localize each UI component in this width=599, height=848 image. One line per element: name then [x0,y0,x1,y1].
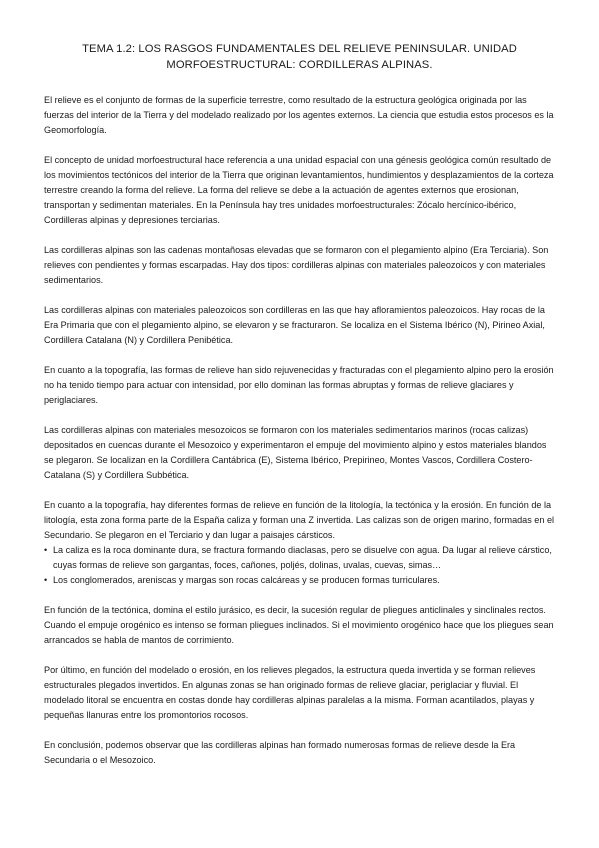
paragraph-tectonica: En función de la tectónica, domina el estilo jurásico, es decir, la sucesión regular de pliegues anticlinales y sinclinales rectos. Cuando el empuje orogénico es intenso se forman pliegues inclinados. Si el movimiento orogénico hace que los pliegues sean arrancados se habla de mantos de corrimiento. [44,605,554,645]
paragraph-unidad-morfoestructural: El concepto de unidad morfoestructural hace referencia a una unidad espacial con una génesis geológica común resultado de los movimientos tectónicos del interior de la Tierra que originan levantamientos, hundimientos y desplazamientos de la corteza terrestre creando la forma del relieve. La forma del relieve se debe a la actuación de agentes externos que erosionan, transportan y sedimentan materiales. En la Península hay tres unidades morfoestructurales: Zócalo hercínico-ibérico, Cordilleras alpinas y depresiones terciarias. [44,155,554,225]
title-line-2: MORFOESTRUCTURAL: CORDILLERAS ALPINAS. [166,59,433,71]
paragraph-modelado-erosion: Por último, en función del modelado o erosión, en los relieves plegados, la estructura queda invertida y se forman relieves estructurales plegados invertidos. En algunas zonas se han originado formas de relieve glaciar, periglaciar y fluvial. El modelado litoral se encuentra en costas donde hay cordilleras alpinas paralelas a la misma. Forman acantilados, playas y pequeñas llanuras entre los promontorios rocosos. [44,665,536,720]
paragraph-cordilleras-alpinas: Las cordilleras alpinas son las cadenas montañosas elevadas que se formaron con el plegamiento alpino (Era Terciaria). Son relieves con pendientes y formas escarpadas. Hay dos tipos: cordilleras alpinas con materiales paleozoicos y con materiales sedimentarios. [44,245,549,285]
title-line-1: TEMA 1.2: LOS RASGOS FUNDAMENTALES DEL RELIEVE PENINSULAR. UNIDAD [82,43,517,55]
paragraph-topografia-litologia: En cuanto a la topografía, hay diferentes formas de relieve en función de la litología, la tectónica y la erosión. En función de la litología, esta zona forma parte de la España caliza y forman una Z invertida. Las calizas son de origen marino, formadas en el Secundario. Se plegaron en el Terciario y dan lugar a paisajes cársticos. [44,500,555,540]
bullet-text-conglomerados: Los conglomerados, areniscas y margas son rocas calcáreas y se producen formas turriculares. [53,575,440,585]
list-item [44,573,555,588]
list-item [44,543,555,573]
paragraph-relieve: El relieve es el conjunto de formas de la superficie terrestre, como resultado de la estructura geológica originada por las fuerzas del interior de la Tierra y del modelado realizado por los agentes externos. La ciencia que estudia estos procesos es la Geomorfología. [44,95,554,135]
paragraph-conclusion: En conclusión, podemos observar que las cordilleras alpinas han formado numerosas formas de relieve desde la Era Secundaria o el Mesozoico. [44,740,516,765]
paragraph-topografia-paleozoicos: En cuanto a la topografía, las formas de relieve han sido rejuvenecidas y fracturadas con el plegamiento alpino pero la erosión no ha tenido tiempo para actuar con intensidad, por ello dominan las formas abruptas y formas de relieve glaciares y periglaciares. [44,365,554,405]
bullet-mark: • [44,575,48,585]
paragraph-materiales-paleozoicos: Las cordilleras alpinas con materiales paleozoicos son cordilleras en las que hay afloramientos paleozoicos. Hay rocas de la Era Primaria que con el plegamiento alpino, se elevaron y se fracturaron. Se localiza en el Sistema Ibérico (N), Pirineo Axial, Cordillera Catalana (N) y Cordillera Penibética. [44,305,545,345]
bullet-text-caliza: La caliza es la roca dominante dura, se fractura formando diaclasas, pero se disuelve con agua. Da lugar al relieve cárstico, cuyas formas de relieve son gargantas, foces, cañones, poljés, dolinas, uvalas, cuevas, simas… [53,545,552,570]
paragraph-materiales-mesozoicos: Las cordilleras alpinas con materiales mesozoicos se formaron con los materiales sedimentarios marinos (rocas calizas) depositados en cuencas durante el Mesozoico y experimentaron el empuje del movimiento alpino y estos materiales blandos se plegaron. Se localizan en la Cordillera Cantábrica (E), Sistema Ibérico, Prepirineo, Montes Vascos, Cordillera Costero-Catalana (S) y Cordillera Subbética. [44,425,547,480]
bullet-mark: • [44,545,48,555]
document-title [44,41,555,73]
litologia-bullet-list [44,543,555,588]
